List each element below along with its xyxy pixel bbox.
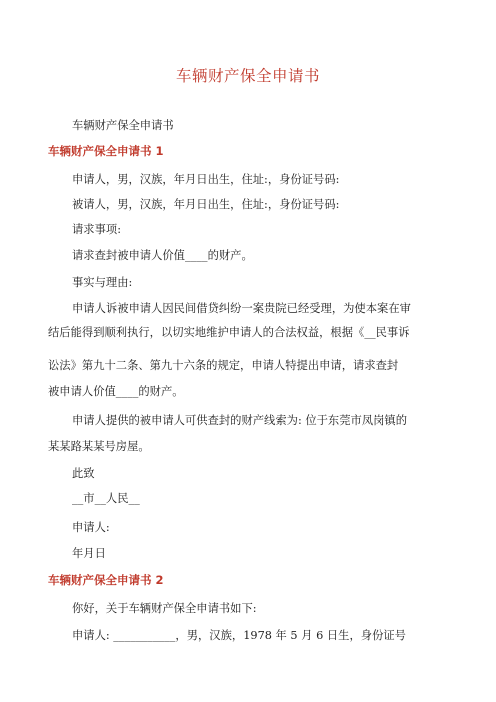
body-line: 讼法》第九十二条、第九十六条的规定，申请人特提出申请，请求查封	[48, 359, 399, 372]
body-line: 申请人诉被申请人因民间借贷纠纷一案贵院已经受理，为使本案在审	[72, 302, 411, 315]
body-line: 你好，关于车辆财产保全申请书如下:	[72, 602, 257, 615]
body-line: 请求事项:	[72, 223, 121, 236]
document-title: 车辆财产保全申请书	[175, 67, 320, 85]
body-line: 被请人，男，汉族，年月日出生，住址:，身份证号码:	[72, 198, 340, 211]
body-line: __市__人民__	[72, 492, 140, 505]
body-line: 请求查封被申请人价值____的财产。	[72, 249, 253, 262]
body-line: 年月日	[72, 547, 106, 560]
section-heading-1: 车辆财产保全申请书 1	[48, 144, 164, 158]
body-line: 申请人，男，汉族，年月日出生，住址:，身份证号码:	[72, 173, 340, 186]
body-line: 车辆财产保全申请书	[72, 119, 174, 132]
body-line: 申请人:	[72, 521, 110, 534]
body-line: 结后能得到顺利执行，以切实地维护申请人的合法权益，根据《__民事诉	[48, 326, 410, 339]
body-line: 此致	[72, 467, 95, 480]
body-line: 事实与理由:	[72, 276, 133, 289]
section-heading-2: 车辆财产保全申请书 2	[48, 573, 164, 587]
body-line: 被申请人价值____的财产。	[48, 385, 184, 398]
body-line: 某某路某某号房屋。	[48, 440, 150, 453]
body-line: 申请人: ___________，男，汉族，1978 年 5 月 6 日生，身份证号	[72, 629, 406, 642]
body-line: 申请人提供的被申请人可供查封的财产线索为: 位于东莞市凤岗镇的	[72, 414, 408, 427]
